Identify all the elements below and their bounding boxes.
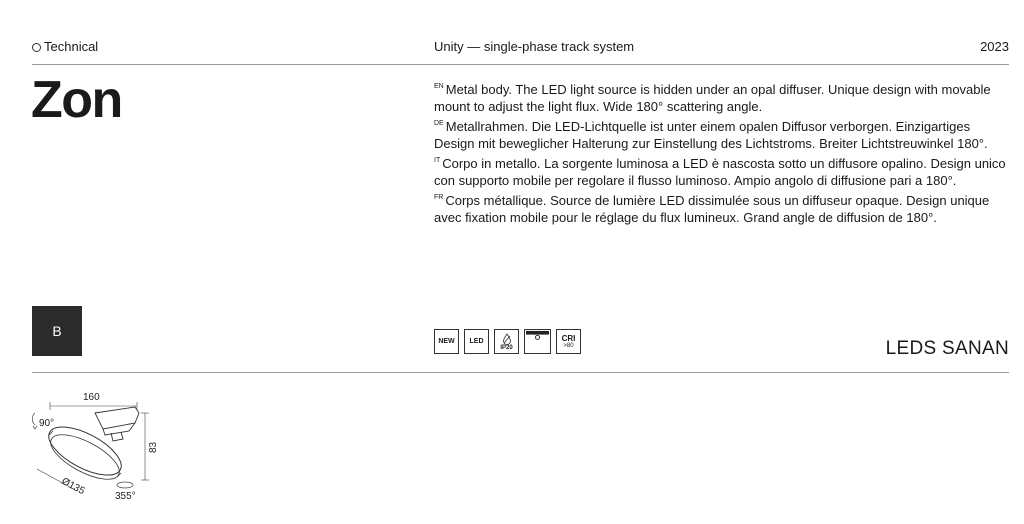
lamp-beam-icon [524, 330, 551, 353]
rotation-label: 355° [115, 491, 136, 502]
header-section-label: Technical [44, 39, 99, 54]
header-series: Unity — single-phase track system [434, 39, 635, 54]
description-fr: $^{FR}$ Corps métallique. Source de lumière LED dissimulée sous un diffuseur opaque. Design unique avec fixation mobile pour le réglage du flux lumineux. Grand angle de diffusion de 180°. [434, 193, 990, 225]
brand-label: LEDS SANAN [885, 338, 1009, 359]
new-icon: NEW [434, 329, 459, 354]
width-label: 160 [83, 392, 100, 403]
header-section [32, 39, 98, 55]
circle-icon [32, 43, 41, 52]
ip20-icon: IP20 [494, 329, 519, 354]
product-title: Zon [31, 71, 122, 129]
bottom-divider [32, 372, 1009, 373]
led-icon: LED [464, 329, 489, 354]
feature-icons [434, 329, 586, 354]
height-label: 83 [148, 441, 159, 453]
diameter-label: Ø135 [59, 475, 87, 498]
beam-angle-icon [524, 329, 551, 354]
description-en: $^{EN}$ Metal body. The LED light source is hidden under an opal diffuser. Unique design with movable mount to adjust the light flux. Wide 180° scattering angle. [434, 82, 991, 114]
drop-icon [501, 333, 513, 345]
description-block [434, 78, 1014, 226]
header-year: 2023 [980, 39, 1009, 54]
cri-icon: CRI >80 [556, 329, 581, 354]
description-de: $^{DE}$ Metallrahmen. Die LED-Lichtquelle ist unter einem opalen Diffusor verborgen. Einzigartiges Design mit beweglicher Halterung zur Einstellung des Lichtstroms. Breiter Lichtstreuwinkel 180°. [434, 119, 988, 151]
product-drawing [25, 385, 165, 505]
top-divider [32, 64, 1009, 65]
tilt-label: 90° [39, 418, 55, 429]
category-badge: B [32, 306, 82, 356]
description-it: $^{IT}$ Corpo in metallo. La sorgente luminosa a LED è nascosta sotto un diffusore opalino. Design unico con supporto mobile per regolare il flusso luminoso. Ampio angolo di diffusione pari a 180°. [434, 156, 1006, 188]
